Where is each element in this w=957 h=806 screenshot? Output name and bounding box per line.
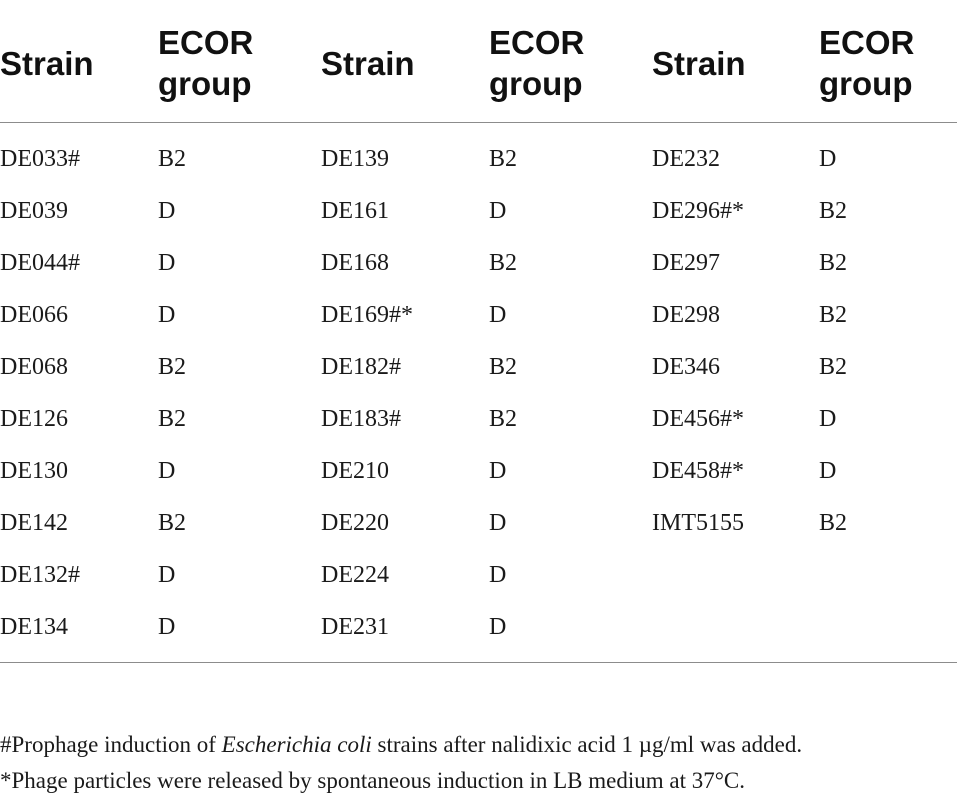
strain-cell: DE044# — [0, 250, 80, 276]
table-row — [0, 237, 957, 289]
strain-cell: DE039 — [0, 198, 68, 224]
ecor-group-cell: D — [158, 614, 176, 640]
strain-cell: DE139 — [321, 146, 389, 172]
strain-cell — [652, 549, 819, 601]
strain-cell: DE033# — [0, 146, 80, 172]
ecor-group-cell: B2 — [158, 510, 187, 536]
table-row — [0, 133, 957, 185]
ecor-group-cell — [819, 549, 957, 601]
strain-cell — [652, 601, 819, 653]
strain-cell: DE183# — [321, 406, 401, 432]
ecor-group-cell: D — [489, 302, 507, 328]
table-row — [0, 341, 957, 393]
ecor-group-cell: D — [158, 562, 176, 588]
ecor-group-cell: B2 — [819, 250, 848, 276]
strain-cell: DE066 — [0, 302, 68, 328]
ecor-group-cell: D — [819, 406, 837, 432]
strain-cell: DE126 — [0, 406, 68, 432]
strain-cell: DE346 — [652, 354, 720, 380]
header-ecor-group-2: ECOR group — [489, 24, 585, 102]
table-row — [0, 497, 957, 549]
strain-cell: DE161 — [321, 198, 389, 224]
strain-cell: DE168 — [321, 250, 389, 276]
strain-cell: DE182# — [321, 354, 401, 380]
table-row — [0, 289, 957, 341]
footnote-prophage-induction: #Prophage induction of Escherichia coli strains after nalidixic acid 1 µg/ml was added. — [0, 732, 803, 757]
ecor-group-cell: B2 — [158, 406, 187, 432]
footnote-spontaneous-induction: *Phage particles were released by spontaneous induction in LB medium at 37°C. — [0, 768, 746, 793]
ecor-group-cell: D — [819, 146, 837, 172]
ecor-group-cell: B2 — [819, 510, 848, 536]
species-name: Escherichia coli — [221, 732, 372, 757]
strain-cell: DE232 — [652, 146, 720, 172]
strain-cell: DE130 — [0, 458, 68, 484]
table-row — [0, 185, 957, 237]
ecor-group-cell: B2 — [489, 146, 518, 172]
ecor-group-cell: D — [489, 562, 507, 588]
ecor-group-cell: D — [489, 510, 507, 536]
table-bottom-rule — [0, 662, 957, 663]
ecor-group-cell: B2 — [819, 354, 848, 380]
table-row — [0, 445, 957, 497]
ecor-group-cell: B2 — [489, 354, 518, 380]
strain-cell: DE134 — [0, 614, 68, 640]
strain-cell: DE456#* — [652, 406, 744, 432]
header-strain-3: Strain — [652, 44, 746, 82]
ecor-group-cell: B2 — [158, 146, 187, 172]
ecor-group-cell: B2 — [489, 250, 518, 276]
table-row — [0, 601, 957, 653]
ecor-group-cell — [819, 601, 957, 653]
strain-cell: DE210 — [321, 458, 389, 484]
table-row — [0, 549, 957, 601]
ecor-group-cell: D — [489, 458, 507, 484]
ecor-group-cell: D — [819, 458, 837, 484]
ecor-group-cell: B2 — [158, 354, 187, 380]
ecor-group-cell: B2 — [819, 302, 848, 328]
ecor-group-cell: D — [489, 614, 507, 640]
strain-cell: IMT5155 — [652, 510, 744, 536]
header-strain-2: Strain — [321, 44, 415, 82]
strain-cell: DE132# — [0, 562, 80, 588]
table-row — [0, 393, 957, 445]
strain-cell: DE297 — [652, 250, 720, 276]
strain-cell: DE458#* — [652, 458, 744, 484]
table-header — [0, 0, 957, 123]
strain-cell: DE142 — [0, 510, 68, 536]
ecor-group-cell: D — [158, 458, 176, 484]
body-top-padding — [0, 123, 957, 134]
strain-cell: DE169#* — [321, 302, 413, 328]
strain-cell: DE068 — [0, 354, 68, 380]
ecor-group-cell: D — [489, 198, 507, 224]
header-ecor-group-1: ECOR group — [158, 24, 254, 102]
ecor-group-cell: B2 — [819, 198, 848, 224]
strain-cell: DE298 — [652, 302, 720, 328]
strain-cell: DE296#* — [652, 198, 744, 224]
strain-cell: DE220 — [321, 510, 389, 536]
table-footnotes — [0, 727, 957, 799]
ecor-group-cell: B2 — [489, 406, 518, 432]
ecor-group-cell: D — [158, 198, 176, 224]
strain-cell: DE231 — [321, 614, 389, 640]
header-row — [0, 0, 957, 123]
strain-cell: DE224 — [321, 562, 389, 588]
header-strain-1: Strain — [0, 44, 94, 82]
ecor-group-cell: D — [158, 250, 176, 276]
table-body — [0, 123, 957, 654]
ecor-group-cell: D — [158, 302, 176, 328]
header-ecor-group-3: ECOR group — [819, 24, 915, 102]
